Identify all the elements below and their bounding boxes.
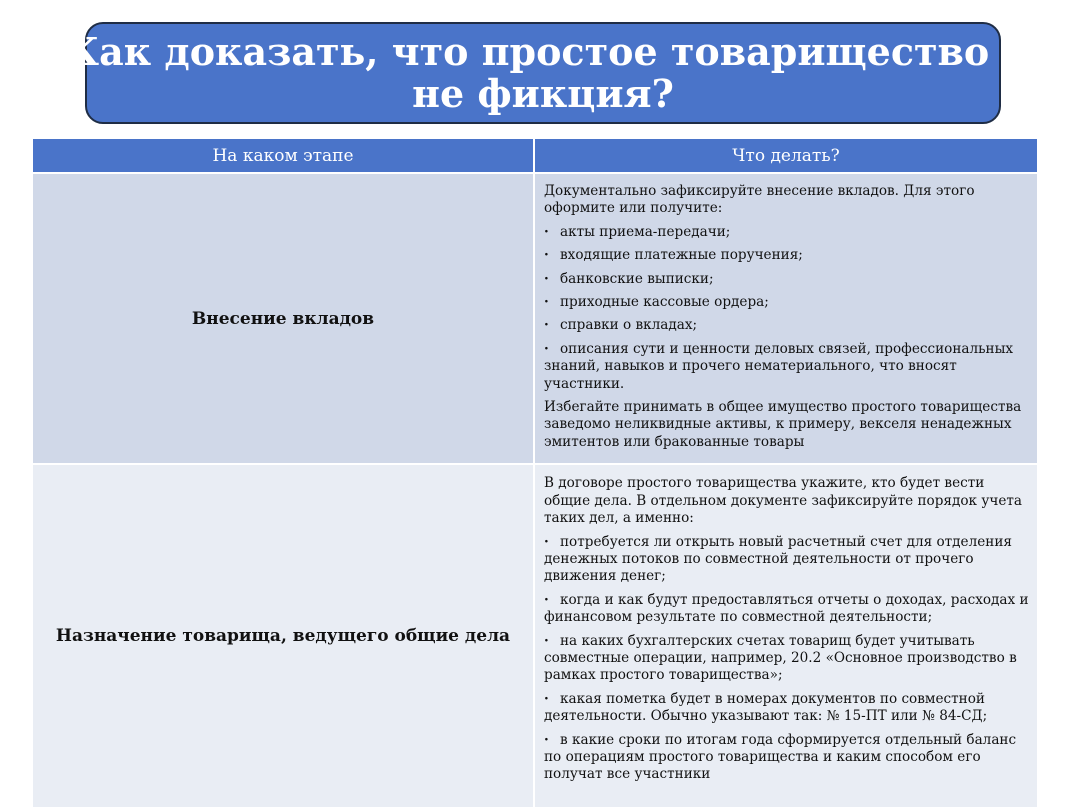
action-intro: В договоре простого товарищества укажите, кто будет вести общие дела. В отдельном документе зафиксируйте порядок учета таких дел, а именно: <box>544 475 1023 527</box>
table-header-row <box>33 139 1037 173</box>
list-item: · описания сути и ценности деловых связей, профессиональных знаний, навыков и прочего нематериального, что вносят участники. <box>544 341 1029 393</box>
list-item: · приходные кассовые ордера; <box>544 294 1029 311</box>
stages-table <box>33 139 1037 807</box>
list-item: · справки о вкладах; <box>544 317 1029 334</box>
list-item: · банковские выписки; <box>544 271 1029 288</box>
stage-label: Внесение вкладов <box>191 308 375 329</box>
table-row <box>33 173 1037 464</box>
stage-label: Назначение товарища, ведущего общие дела <box>55 626 511 647</box>
list-item: · входящие платежные поручения; <box>544 247 1029 264</box>
stage-cell <box>33 173 534 464</box>
list-item: · потребуется ли открыть новый расчетный счет для отделения денежных потоков по совместной деятельности от прочего движения денег; <box>544 534 1029 586</box>
column-header-action: Что делать? <box>534 139 1037 173</box>
list-item: · какая пометка будет в номерах документов по совместной деятельности. Обычно указывают так: № 15-ПТ или № 84-СД; <box>544 691 1029 726</box>
page-title-line-2: не фикция? <box>412 71 674 116</box>
list-item: · в какие сроки по итогам года сформируется отдельный баланс по операциям простого товарищества и каким способом его получат все участники <box>544 732 1029 784</box>
list-item: · на каких бухгалтерских счетах товарищ будет учитывать совместные операции, например, 20.2 «Основное производство в рамках простого товарищества»; <box>544 633 1029 685</box>
table-row <box>33 464 1037 807</box>
list-item: · когда и как будут предоставляться отчеты о доходах, расходах и финансовом результате по совместной деятельности; <box>544 592 1029 627</box>
title-banner <box>64 22 1022 124</box>
action-cell <box>534 464 1037 807</box>
action-note: Избегайте принимать в общее имущество простого товарищества заведомо неликвидные активы, к примеру, векселя ненадежных эмитентов или бракованные товары <box>544 399 1022 450</box>
stage-cell <box>33 464 534 807</box>
list-item: · акты приема-передачи; <box>544 224 1029 241</box>
column-header-stage: На каком этапе <box>33 139 534 173</box>
action-cell <box>534 173 1037 464</box>
action-intro: Документально зафиксируйте внесение вкладов. Для этого оформите или получите: <box>544 183 975 217</box>
page-title-line-1: Как доказать, что простое товарищество – <box>64 29 1022 74</box>
